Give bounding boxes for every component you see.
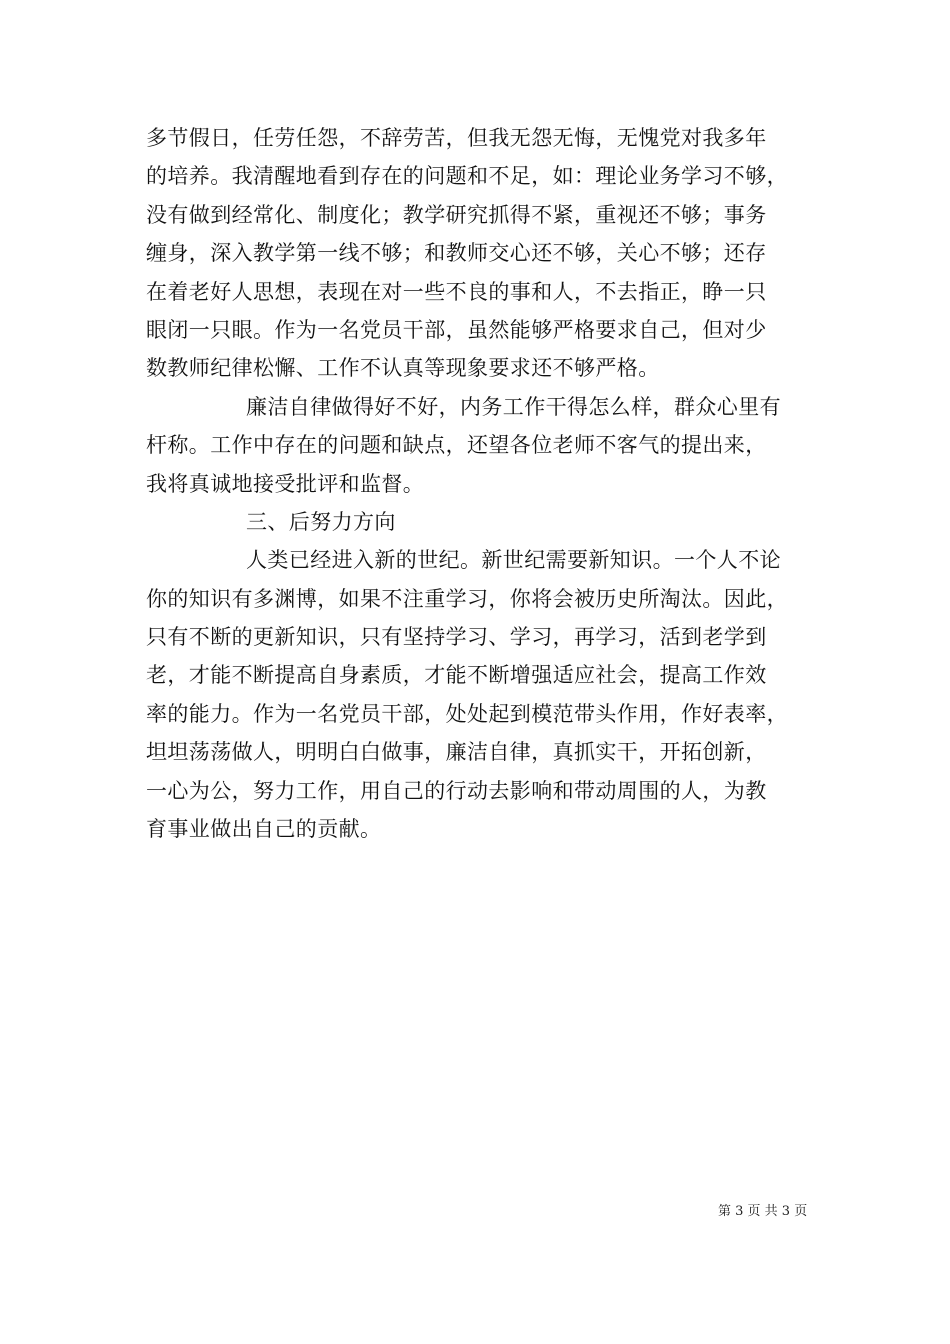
text-line: 缠身，深入教学第一线不够；和教师交心还不够，关心不够；还存: [146, 241, 767, 266]
text-line: 的培养。我清醒地看到存在的问题和不足，如：理论业务学习不够，: [146, 164, 788, 189]
text-line: 我将真诚地接受批评和监督。: [146, 471, 425, 496]
text-line: 一心为公，努力工作，用自己的行动去影响和带动周围的人，为教: [146, 778, 767, 803]
text-line: 数教师纪律松懈、工作不认真等现象要求还不够严格。: [146, 356, 660, 381]
text-line: 育事业做出自己的贡献。: [146, 817, 382, 842]
paragraph-start-line: 廉洁自律做得好不好，内务工作干得怎么样，群众心里有: [246, 394, 781, 419]
page-number-footer: 第 3 页 共 3 页: [718, 1204, 808, 1219]
text-line: 只有不断的更新知识，只有坚持学习、学习，再学习，活到老学到: [146, 625, 767, 650]
text-line: 坦坦荡荡做人，明明白白做事，廉洁自律，真抓实干，开拓创新，: [146, 740, 767, 765]
text-line: 率的能力。作为一名党员干部，处处起到模范带头作用，作好表率，: [146, 701, 788, 726]
text-line: 在着老好人思想，表现在对一些不良的事和人，不去指正，睁一只: [146, 279, 767, 304]
text-line: 没有做到经常化、制度化；教学研究抓得不紧，重视还不够；事务: [146, 202, 767, 227]
text-line: 眼闭一只眼。作为一名党员干部，虽然能够严格要求自己，但对少: [146, 317, 767, 342]
text-line: 杆称。工作中存在的问题和缺点，还望各位老师不客气的提出来，: [146, 433, 767, 458]
paragraph-start-line: 人类已经进入新的世纪。新世纪需要新知识。一个人不论: [246, 548, 781, 573]
text-line: 多节假日，任劳任怨，不辞劳苦，但我无怨无悔，无愧党对我多年: [146, 126, 767, 150]
text-line: 你的知识有多渊博，如果不注重学习，你将会被历史所淘汰。因此，: [146, 586, 788, 611]
document-body: [146, 119, 836, 848]
text-line: 老，才能不断提高自身素质，才能不断增强适应社会，提高工作效: [146, 663, 767, 688]
section-heading: 三、后努力方向: [246, 509, 396, 534]
